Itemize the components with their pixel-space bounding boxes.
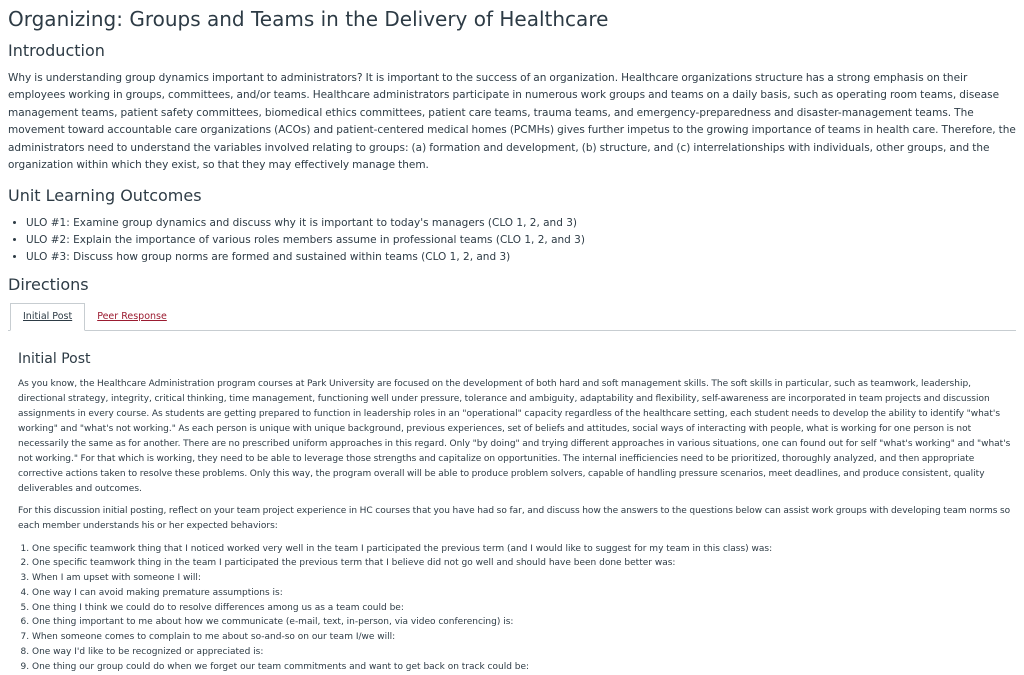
- ulo-item-1: • ULO #1: Examine group dynamics and discuss why it is important to today's managers (CLO 1, 2, and 3): [26, 215, 1016, 232]
- question-list: [18, 542, 1016, 675]
- question-item-3: 3. When I am upset with someone I will:: [32, 571, 1016, 586]
- question-item-4: 4. One way I can avoid making premature assumptions is:: [32, 586, 1016, 601]
- panel-heading: Initial Post: [18, 351, 91, 368]
- question-item-7: 7. When someone comes to complain to me about so-and-so on our team I/we will:: [32, 630, 1016, 645]
- tab-panel-initial-post: [8, 331, 1016, 674]
- ulo-list: [8, 215, 1016, 266]
- introduction-text: Why is understanding group dynamics important to administrators? It is important to the success of an organization. Healthcare organizations structure has a strong emphasis on their employees working in groups, committees, and/or teams. Healthcare administrators participate in numerous work groups and teams on a daily basis, such as operating room teams, disease management teams, patient safety committees, biomedical ethics committees, patient care teams, trauma teams, and emergency-preparedness and disaster-management teams. The movement toward accountable care organizations (ACOs) and patient-centered medical homes (PCMHs) gives further impetus to the growing importance of teams in health care. Therefore, the administrators need to understand the variables involved relating to groups: (a) formation and development, (b) structure, and (c) interrelationships with individuals, other groups, and the organization within which they exist, so that they may effectively manage them.: [8, 72, 1016, 172]
- panel-paragraph-1: As you know, the Healthcare Administration program courses at Park University are focused on the development of both hard and soft management skills. The soft skills in particular, such as teamwork, leadership, directional strategy, integrity, critical thinking, time management, functioning well under pressure, tolerance and ambiguity, adaptability and flexibility, self-awareness are incorporated in team projects and discussion assignments in every course. As students are getting prepared to function in leadership roles in an "operational" capacity regardless of the healthcare setting, each student needs to develop the ability to identify "what's working" and "what's not working." As each person is unique with unique background, previous experiences, set of beliefs and attitudes, social ways of interacting with people, what is working for one person is not necessarily the same as for another. There are no prescribed uniform approaches in this regard. Only "by doing" and trying different approaches in various situations, one can found out for self "what's working" and "what's not working." For that which is working, they need to be able to leverage those strengths and capitalize on opportunities. The internal inefficiencies need to be prioritized, thoroughly analyzed, and then appropriate corrective actions taken to resolve these problems. Only this way, the program overall will be able to produce problem solvers, capable of handling pressure scenarios, meet deadlines, and produce consistent, quality deliverables and outcomes.: [18, 379, 1011, 494]
- tab-initial-post[interactable]: Initial Post: [10, 303, 85, 331]
- ulo-item-2: • ULO #2: Explain the importance of various roles members assume in professional teams (CLO 1, 2, and 3): [26, 232, 1016, 249]
- question-item-5: 5. One thing I think we could do to resolve differences among us as a team could be:: [32, 601, 1016, 616]
- ulo-item-3: • ULO #3: Discuss how group norms are formed and sustained within teams (CLO 1, 2, and 3): [26, 249, 1016, 266]
- directions-heading: Directions: [8, 275, 89, 295]
- question-item-6: 6. One thing important to me about how we communicate (e-mail, text, in-person, via video conferencing) is:: [32, 615, 1016, 630]
- introduction-heading: Introduction: [8, 41, 105, 60]
- directions-tabs: [8, 304, 1016, 331]
- question-item-1: 1. One specific teamwork thing that I noticed worked very well in the team I participated the previous term (and I would like to suggest for my team in this class) was:: [32, 542, 1016, 557]
- question-item-9: 9. One thing our group could do when we forget our team commitments and want to get back on track could be:: [32, 660, 1016, 675]
- question-item-2: 2. One specific teamwork thing in the team I participated the previous term that I believe did not go well and should have been done better was:: [32, 556, 1016, 571]
- tab-peer-response[interactable]: Peer Response: [97, 311, 167, 323]
- question-item-8: 8. One way I'd like to be recognized or appreciated is:: [32, 645, 1016, 660]
- ulo-heading: Unit Learning Outcomes: [8, 186, 202, 206]
- page-title: Organizing: Groups and Teams in the Delivery of Healthcare: [8, 7, 609, 31]
- panel-paragraph-2: For this discussion initial posting, reflect on your team project experience in HC courses that you have had so far, and discuss how the answers to the questions below can assist work groups with developing team norms so each member understands his or her expected behaviors:: [18, 505, 1011, 531]
